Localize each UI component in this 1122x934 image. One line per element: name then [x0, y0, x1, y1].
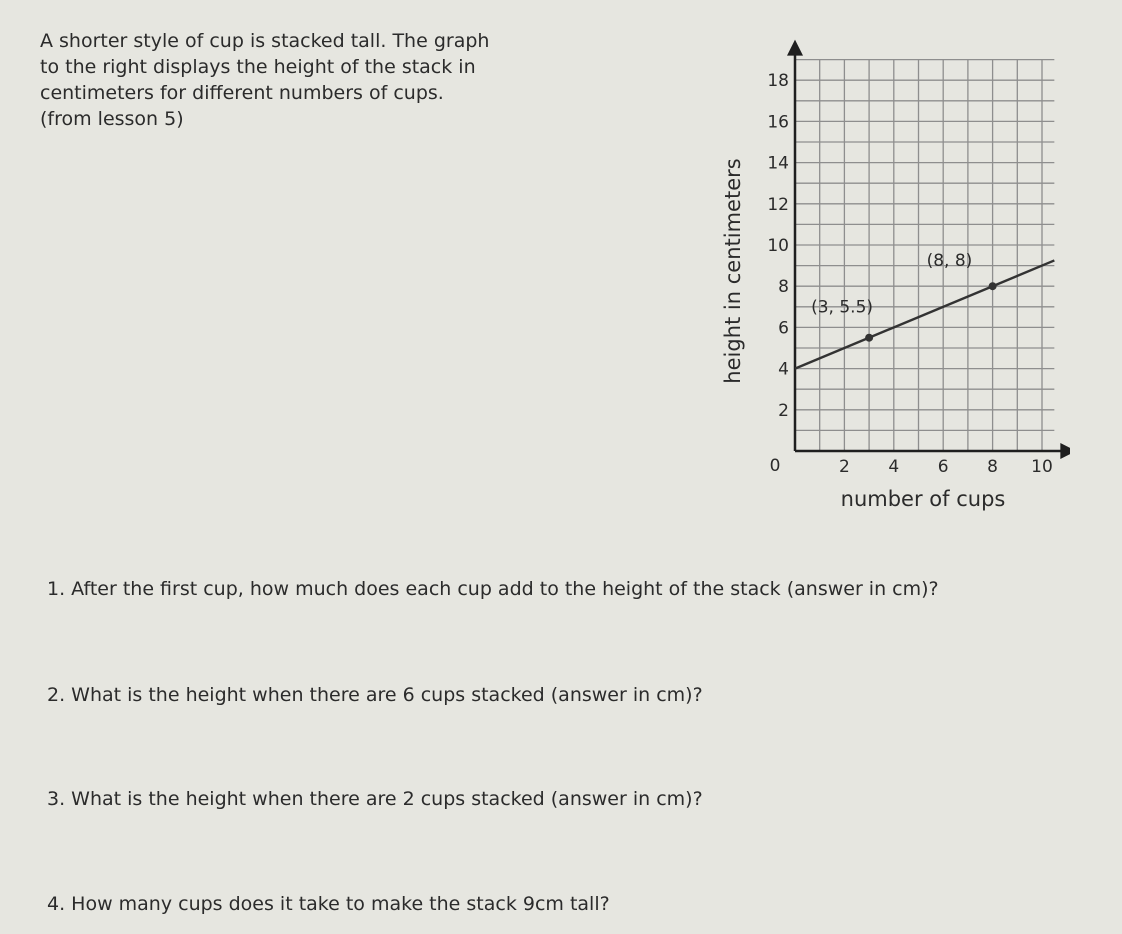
- x-tick-label: 6: [937, 457, 949, 477]
- labels: [721, 71, 1053, 511]
- x-tick-label: 2: [838, 457, 850, 477]
- stack-height-graph: [700, 20, 1070, 520]
- x-tick-label: 10: [1031, 457, 1053, 477]
- data-point-label: (3, 5.5): [811, 297, 874, 318]
- axes: [787, 40, 1070, 459]
- x-axis-title: number of cups: [840, 487, 1006, 511]
- question-2: 2. What is the height when there are 6 cups stacked (answer in cm)?: [47, 684, 703, 706]
- y-tick-label: 18: [767, 71, 789, 92]
- x-axis-arrow: [1060, 443, 1070, 459]
- data-point: [989, 282, 997, 290]
- grid: [795, 60, 1054, 451]
- data-point: [865, 334, 873, 342]
- problem-intro: [40, 28, 560, 132]
- y-tick-label: 12: [767, 194, 789, 215]
- y-tick-label: 6: [778, 318, 789, 339]
- intro-line: to the right displays the height of the stack in: [40, 56, 476, 78]
- x-tick-label: 8: [987, 457, 999, 477]
- question-3: 3. What is the height when there are 2 cups stacked (answer in cm)?: [47, 788, 703, 810]
- y-axis-arrow: [787, 40, 803, 56]
- y-tick-label: 2: [778, 400, 789, 421]
- intro-line: A shorter style of cup is stacked tall. The graph: [40, 30, 490, 52]
- y-tick-label: 4: [778, 359, 789, 380]
- question-1: 1. After the first cup, how much does each cup add to the height of the stack (answer in cm)?: [47, 578, 939, 600]
- intro-line: centimeters for different numbers of cups.: [40, 82, 444, 104]
- y-tick-label: 14: [767, 153, 789, 174]
- question-4: 4. How many cups does it take to make the stack 9cm tall?: [47, 893, 610, 915]
- data-point-label: (8, 8): [926, 251, 973, 272]
- y-axis-title: height in centimeters: [721, 158, 745, 384]
- x-tick-label: 4: [888, 457, 900, 477]
- y-tick-label: 16: [767, 112, 789, 133]
- origin-label: 0: [769, 456, 781, 476]
- y-tick-label: 8: [778, 277, 789, 298]
- y-tick-label: 10: [767, 236, 789, 256]
- intro-line: (from lesson 5): [40, 108, 184, 130]
